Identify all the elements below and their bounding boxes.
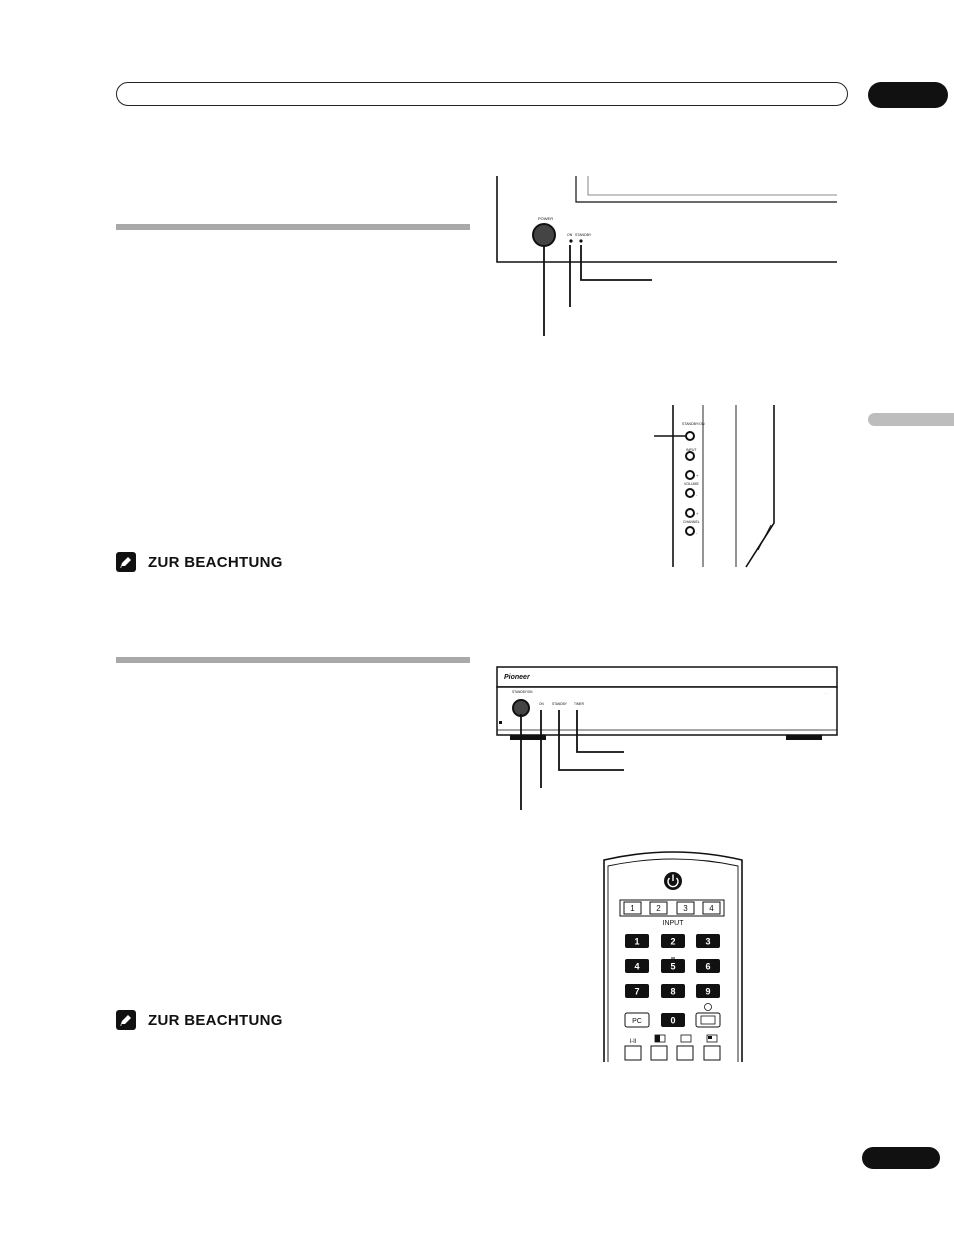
monitor-side-illustration — [650, 403, 840, 569]
channel-label: CHANNEL — [683, 520, 700, 524]
key-1: 1 — [634, 936, 640, 947]
volume-down-button — [686, 489, 694, 497]
standby-indicator — [579, 239, 582, 242]
minus-sign: - — [696, 530, 698, 535]
swap-screen-icon — [681, 1035, 691, 1042]
key-5: 5 — [670, 961, 676, 972]
audio-label: I-II — [629, 1039, 637, 1045]
key-0-label: 0 — [670, 1015, 676, 1026]
standby-label: STANDBY — [575, 233, 592, 237]
input-button-4: 4 — [709, 904, 714, 913]
standby-on-label: STANDBY/ON — [682, 422, 705, 426]
input-button — [686, 452, 694, 460]
plus-sign: + — [696, 511, 699, 516]
pc-label: PC — [632, 1018, 642, 1025]
on-label: ON — [539, 702, 544, 706]
note-heading-1 — [116, 551, 283, 573]
standby-label: STANDBY — [552, 702, 567, 706]
key-9: 9 — [705, 986, 711, 997]
timer-label: TIMER — [574, 702, 584, 706]
standby-on-label: STANDBY/ON — [512, 690, 533, 694]
section-rule-monitor — [116, 224, 470, 230]
remote-control-illustration — [600, 850, 746, 1062]
input-button-3: 3 — [683, 904, 688, 913]
volume-up-button — [686, 471, 694, 479]
channel-down-button — [686, 527, 694, 535]
input-button-1: 1 — [630, 904, 635, 913]
page-number-badge — [862, 1147, 940, 1169]
monitor-front-illustration — [494, 172, 840, 342]
key-6: 6 — [705, 961, 711, 972]
key-3: 3 — [705, 936, 711, 947]
key-2: 2 — [670, 936, 676, 947]
standby-on-button — [686, 432, 694, 440]
side-chapter-tab — [868, 413, 954, 426]
power-button — [533, 224, 555, 246]
key-7: 7 — [634, 986, 640, 997]
power-label: POWER — [538, 216, 554, 221]
pencil-icon — [116, 552, 136, 572]
note-label: ZUR BEACHTUNG — [148, 1011, 283, 1029]
function-button-1 — [625, 1046, 641, 1060]
on-indicator — [569, 239, 572, 242]
section-rule-receiver — [116, 657, 470, 663]
key-4: 4 — [634, 961, 640, 972]
function-button-2 — [651, 1046, 667, 1060]
key-8: 8 — [670, 986, 676, 997]
volume-label: VOLUME — [684, 482, 699, 486]
input-button-2: 2 — [656, 904, 661, 913]
pencil-icon — [116, 1010, 136, 1030]
function-button-3 — [677, 1046, 693, 1060]
note-heading-2 — [116, 1009, 283, 1031]
standby-on-button — [513, 700, 529, 716]
clock-icon — [705, 1004, 712, 1011]
input-label: INPUT — [686, 448, 697, 452]
plus-sign: + — [696, 473, 699, 478]
svg-text:· · ·: · · · — [824, 691, 829, 695]
chapter-number-badge — [868, 82, 948, 108]
channel-up-button — [686, 509, 694, 517]
brand-logo: Pioneer — [504, 674, 530, 681]
minus-sign: - — [696, 492, 698, 497]
note-label: ZUR BEACHTUNG — [148, 553, 283, 571]
media-receiver-illustration — [494, 664, 840, 814]
chapter-header-bar — [116, 82, 848, 106]
on-label: ON — [567, 233, 573, 237]
number-keypad — [625, 934, 720, 998]
function-button-4 — [704, 1046, 720, 1060]
input-label: INPUT — [662, 920, 684, 927]
